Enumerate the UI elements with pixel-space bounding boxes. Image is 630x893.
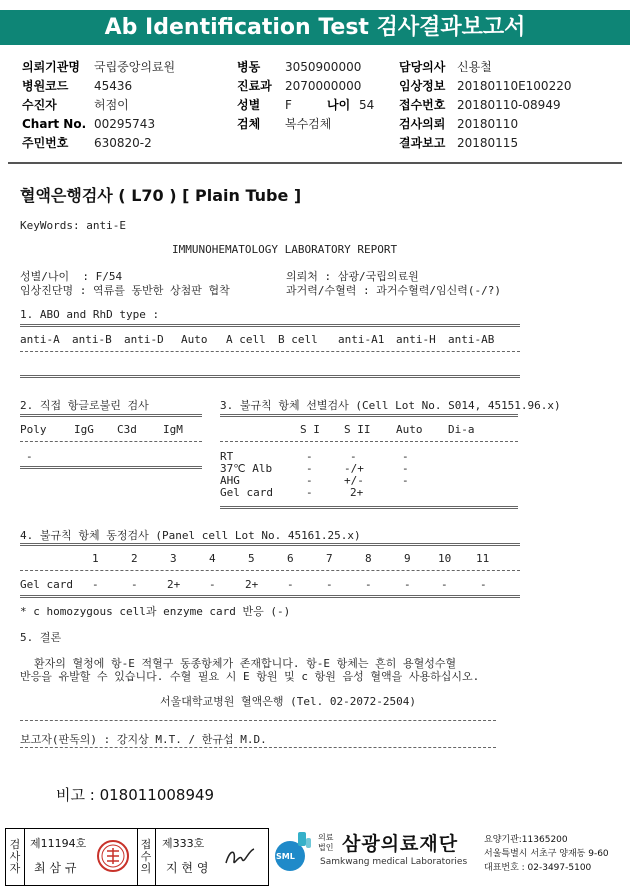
cell-s2: +/- [344, 474, 364, 487]
header-cell-7: 7 [326, 552, 333, 565]
label-ward: 병동 [237, 60, 261, 74]
screening-headers [220, 423, 518, 437]
org-type-1: 의료 [318, 833, 334, 842]
cell-5: 2+ [245, 578, 259, 591]
header-cell-9: 9 [404, 552, 411, 565]
cell-auto: - [402, 474, 409, 487]
panel-note: * c homozygous cell과 enzyme card 반응 (-) [20, 605, 291, 618]
section-title: 혈액은행검사 ( L70 ) [ Plain Tube ] [20, 186, 302, 205]
cell-4: - [209, 578, 216, 591]
header-s2: S II [344, 423, 371, 436]
divider [20, 720, 496, 721]
header-igg: IgG [74, 423, 94, 436]
header-cell-3: 3 [170, 552, 177, 565]
value-clinical-info: 20180110E100220 [457, 79, 572, 93]
header-poly: Poly [20, 423, 47, 436]
signature-box [5, 828, 269, 886]
divider [20, 351, 520, 352]
value-specimen: 복수검체 [285, 117, 332, 131]
signature-icon [224, 845, 258, 869]
keywords: KeyWords: anti-E [20, 219, 126, 232]
history: 과거력/수혈력 : 과거수혈력/임신력(-/?) [286, 284, 501, 297]
org-type [318, 833, 333, 853]
reporter: 보고자(판독의) : 강지상 M.T. / 한규섭 M.D. [20, 733, 267, 746]
value-hospital-code: 45436 [94, 79, 133, 93]
header-c3d: C3d [117, 423, 137, 436]
divider [220, 441, 518, 442]
conclusion-line-2: 반응을 유발할 수 있습니다. 수혈 필요 시 E 항원 및 c 항원 음성 혈액을 사용하십시오. [20, 670, 480, 683]
label-resident-no: 주민번호 [22, 136, 69, 150]
divider [20, 747, 496, 748]
label-accession-no: 접수번호 [399, 98, 446, 112]
label-request-date: 검사의뢰 [399, 117, 446, 131]
header-cell-5: 5 [248, 552, 255, 565]
cell-s1: - [306, 486, 313, 499]
header-cell-1: 1 [92, 552, 99, 565]
value-sex: F [285, 98, 292, 112]
divider [20, 441, 202, 442]
screening-title: 3. 불규칙 항체 선별검사 (Cell Lot No. S014, 45151.96.x) [220, 399, 561, 412]
approver-name: 지 현 영 [166, 861, 209, 875]
cell-s1: - [306, 462, 313, 475]
cell-10: - [441, 578, 448, 591]
diagnosis: 임상진단명 : 역류를 동반한 상첨판 협착 [20, 284, 230, 297]
info-column-2 [237, 56, 374, 132]
label-chart-no: Chart No. [22, 117, 87, 131]
label-department: 진료과 [237, 79, 272, 93]
seal-stamp-icon [96, 839, 130, 873]
label-requesting-institution: 의뢰기관명 [22, 60, 80, 74]
row-label: Gel card [220, 486, 273, 499]
header-b-cell: B cell [278, 333, 318, 346]
divider [20, 324, 520, 327]
divider [20, 375, 520, 378]
table-row [220, 450, 518, 462]
header-auto: Auto [181, 333, 208, 346]
label-report-date: 결과보고 [399, 136, 446, 150]
conclusion-contact: 서울대학교병원 혈액은행 (Tel. 02-2072-2504) [160, 695, 416, 708]
cell-8: - [365, 578, 372, 591]
org-address: 서울특별시 서초구 양재동 9-60 [484, 849, 609, 859]
cell-auto: - [402, 450, 409, 463]
header-anti-ab: anti-AB [448, 333, 495, 346]
cell-6: - [287, 578, 294, 591]
label-specimen: 검체 [237, 117, 261, 131]
cell-auto: - [402, 462, 409, 475]
cell-s2: - [350, 450, 357, 463]
row-label: RT [220, 450, 234, 463]
dat-title: 2. 직접 항글로불린 검사 [20, 399, 149, 412]
org-phone: 대표번호 : 02-3497-5100 [484, 863, 592, 873]
value-chart-no: 00295743 [94, 117, 156, 131]
value-department: 2070000000 [285, 79, 362, 93]
info-divider [8, 162, 622, 164]
header-cell-11: 11 [476, 552, 490, 565]
sex-age: 성별/나이 : F/54 [20, 270, 123, 283]
label-hospital-code: 병원코드 [22, 79, 69, 93]
panel-title: 4. 불규칙 항체 동정검사 (Panel cell Lot No. 45161.25.x) [20, 529, 361, 542]
header-a-cell: A cell [226, 333, 266, 346]
value-patient: 허점이 [94, 98, 129, 112]
divider [20, 570, 520, 571]
label-sex: 성별 [237, 98, 261, 112]
value-requesting-institution: 국립중앙의료원 [94, 60, 176, 74]
divider [20, 543, 520, 546]
cell-2: - [131, 578, 138, 591]
value-report-date: 20180115 [457, 136, 519, 150]
label-doctor: 담당의사 [399, 60, 446, 74]
label-patient: 수진자 [22, 98, 57, 112]
lab-report-title: IMMUNOHEMATOLOGY LABORATORY REPORT [172, 243, 398, 256]
value-accession-no: 20180110-08949 [457, 98, 561, 112]
info-column-3 [399, 56, 571, 151]
header-igm: IgM [163, 423, 183, 436]
cell-3: 2+ [167, 578, 181, 591]
dat-headers [20, 423, 202, 437]
value-request-date: 20180110 [457, 117, 519, 131]
panel-row [20, 578, 520, 592]
cell-s1: - [306, 474, 313, 487]
header-cell-6: 6 [287, 552, 294, 565]
conclusion-line-1: 환자의 혈청에 항-E 적혈구 동종항체가 존재합니다. 항-E 항체는 흔히 용혈성수혈 [34, 657, 457, 670]
header-anti-h: anti-H [396, 333, 436, 346]
conclusion-title: 5. 결론 [20, 631, 62, 644]
header-cell-10: 10 [438, 552, 452, 565]
table-row [220, 474, 518, 486]
cell-s2: -/+ [344, 462, 364, 475]
cell-11: - [480, 578, 487, 591]
table-row [220, 462, 518, 474]
divider [220, 414, 518, 417]
header-cell-2: 2 [131, 552, 138, 565]
divider [20, 466, 202, 469]
panel-headers [20, 552, 520, 566]
org-contact [484, 833, 609, 875]
logo-text: SML [276, 852, 295, 861]
divider [155, 829, 156, 885]
divider [20, 414, 202, 417]
cell-s1: - [306, 450, 313, 463]
screening-rows [220, 450, 518, 502]
divider [137, 829, 138, 885]
cell-s2: 2+ [350, 486, 364, 499]
header-cell-8: 8 [365, 552, 372, 565]
divider [220, 506, 518, 509]
requester: 의뢰처 : 삼광/국립의료원 [286, 270, 419, 283]
abo-rhd-title: 1. ABO and RhD type : [20, 308, 160, 321]
header-anti-d: anti-D [124, 333, 164, 346]
divider [24, 829, 25, 885]
report-header-title: Ab Identification Test 검사결과보고서 [0, 10, 630, 45]
remarks: 비고 : 018011008949 [56, 786, 215, 804]
value-doctor: 신용철 [457, 60, 492, 74]
abo-rhd-headers [20, 333, 520, 347]
header-di-a: Di-a [448, 423, 475, 436]
org-name: 삼광의료재단 [342, 833, 459, 855]
header-anti-b: anti-B [72, 333, 112, 346]
header-s1: S I [300, 423, 320, 436]
table-row [220, 486, 518, 498]
value-age: 54 [359, 98, 375, 112]
value-resident-no: 630820-2 [94, 136, 152, 150]
org-english-name: Samkwang medical Laboratories [320, 857, 468, 867]
value-ward: 3050900000 [285, 60, 362, 74]
header-anti-a1: anti-A1 [338, 333, 385, 346]
header-cell-4: 4 [209, 552, 216, 565]
inspector-name: 최 삼 규 [34, 861, 77, 875]
approver-label: 접수의 [140, 838, 152, 875]
label-age: 나이 [327, 98, 351, 112]
row-label: 37℃ Alb [220, 462, 273, 475]
divider [20, 595, 520, 598]
label-clinical-info: 임상정보 [399, 79, 446, 93]
inspector-license: 제11194호 [30, 837, 87, 850]
cell-9: - [404, 578, 411, 591]
row-label: Gel card [20, 578, 73, 591]
row-label: AHG [220, 474, 240, 487]
header-auto: Auto [396, 423, 423, 436]
header-anti-a: anti-A [20, 333, 60, 346]
info-column-1 [22, 56, 175, 151]
cell-7: - [326, 578, 333, 591]
institution-code: 요양기관:11365200 [484, 835, 568, 845]
org-type-2: 법인 [318, 843, 334, 852]
dat-value: - [26, 450, 33, 463]
cell-1: - [92, 578, 99, 591]
inspector-label: 검사자 [9, 838, 21, 875]
approver-license: 제333호 [162, 837, 205, 850]
